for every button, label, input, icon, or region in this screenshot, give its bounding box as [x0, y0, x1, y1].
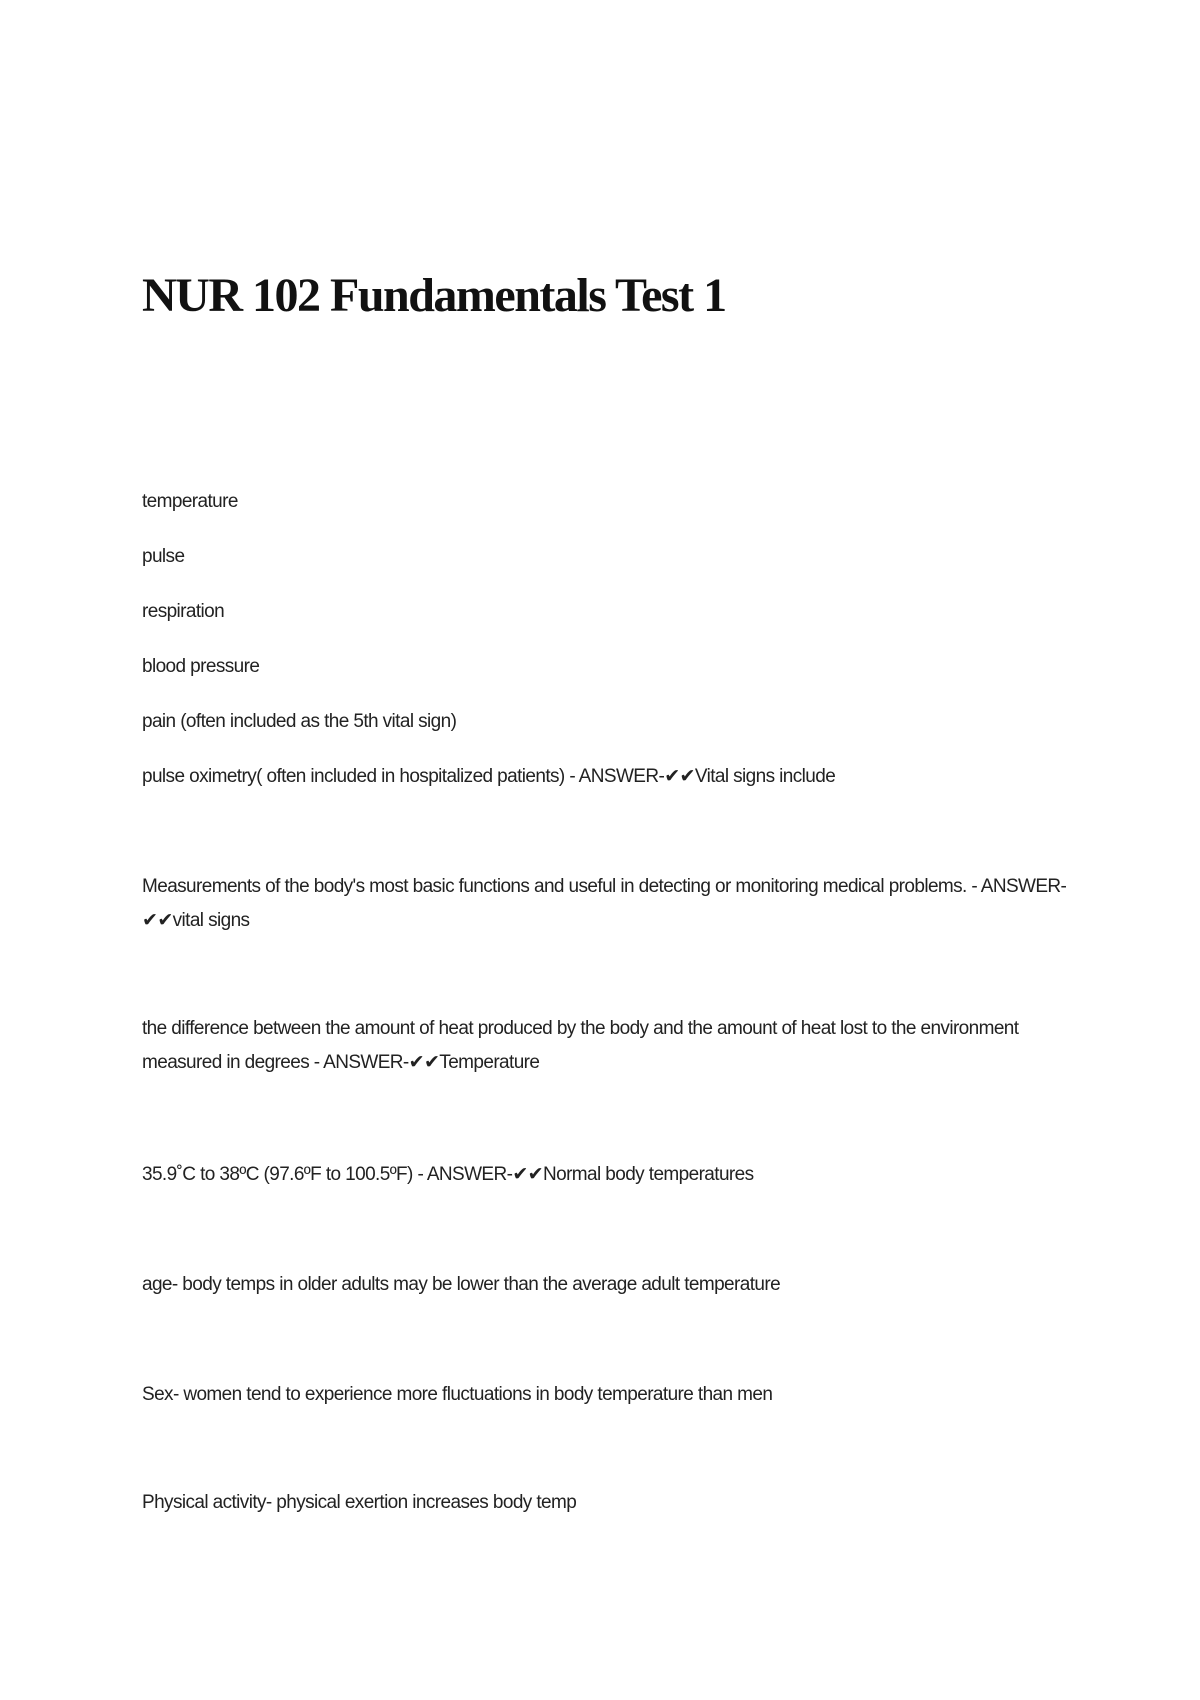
document-title: NUR 102 Fundamentals Test 1 [142, 269, 726, 322]
list-item: pulse oximetry( often included in hospitalized patients) - ANSWER-✔✔Vital signs include [142, 766, 836, 787]
answer-paragraph: 35.9˚C to 38ºC (97.6ºF to 100.5ºF) - ANSWER-✔✔Normal body temperatures [142, 1164, 754, 1185]
list-item: temperature [142, 491, 238, 512]
list-item: blood pressure [142, 656, 260, 677]
list-item: pain (often included as the 5th vital sign) [142, 711, 457, 732]
answer-paragraph: Measurements of the body's most basic functions and useful in detecting or monitoring medical problems. - ANSWER-✔✔vital signs [142, 876, 1067, 931]
list-item: pulse [142, 546, 185, 567]
answer-paragraph: the difference between the amount of heat produced by the body and the amount of heat lost to the environment measured in degrees - ANSWER-✔✔Temperature [142, 1018, 1019, 1073]
answer-paragraph: Physical activity- physical exertion increases body temp [142, 1492, 577, 1513]
answer-paragraph: age- body temps in older adults may be lower than the average adult temperature [142, 1274, 781, 1295]
answer-paragraph: Sex- women tend to experience more fluctuations in body temperature than men [142, 1384, 773, 1405]
list-item: respiration [142, 601, 225, 622]
